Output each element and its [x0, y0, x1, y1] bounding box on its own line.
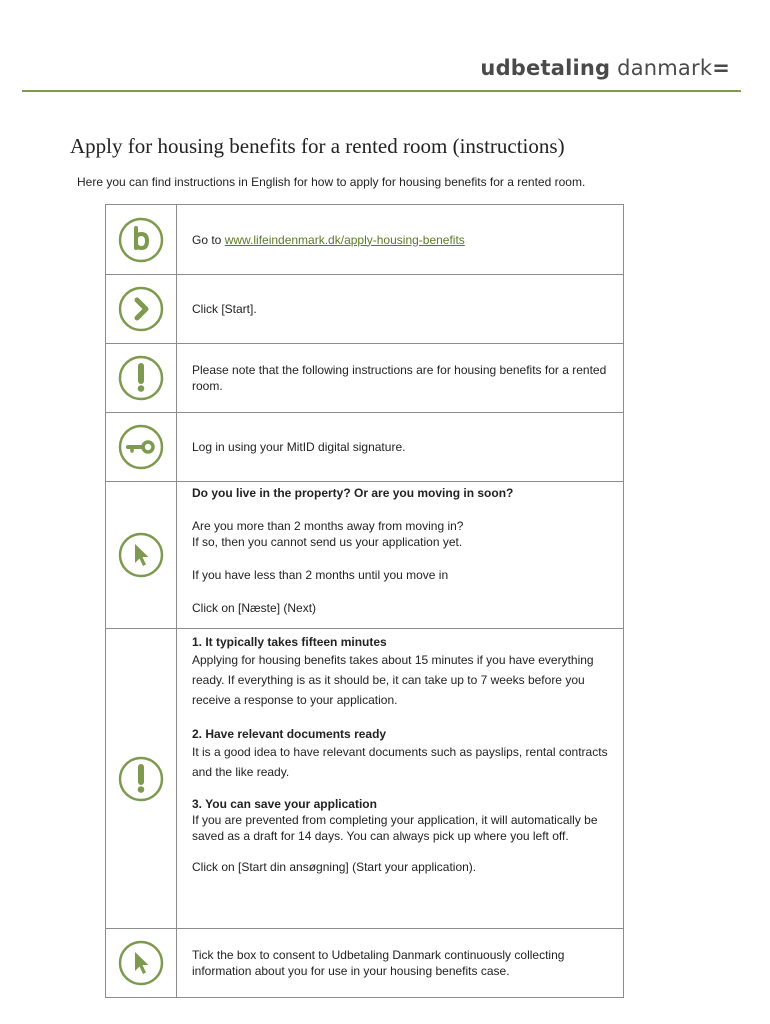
step5-line1: Are you more than 2 months away from moving in?	[192, 519, 464, 533]
section1-heading: 1. It typically takes fifteen minutes	[192, 635, 387, 649]
step-text	[177, 275, 624, 344]
step-row-7	[106, 929, 624, 998]
step-row-1	[106, 205, 624, 275]
step-icon-cell	[106, 205, 177, 275]
page-title: Apply for housing benefits for a rented room (instructions)	[70, 134, 565, 158]
login-text: Log in using your MitID digital signature.	[192, 440, 406, 454]
step-row-5	[106, 482, 624, 629]
b-icon	[117, 216, 165, 264]
step5-heading: Do you live in the property? Or are you moving in soon?	[192, 486, 514, 500]
section2-heading: 2. Have relevant documents ready	[192, 727, 387, 741]
section2-body: It is a good idea to have relevant documents such as payslips, rental contracts and the like ready.	[192, 745, 608, 779]
step-row-2	[106, 275, 624, 344]
step-icon-cell	[106, 344, 177, 413]
step-row-4	[106, 413, 624, 482]
step-text	[177, 482, 624, 629]
step-text	[177, 929, 624, 998]
go-to-label: Go to	[192, 232, 225, 247]
intro-text: Here you can find instructions in English for how to apply for housing benefits for a rented room.	[77, 175, 586, 189]
start-application-text: Click on [Start din ansøgning] (Start your application).	[192, 860, 477, 874]
section3-heading: 3. You can save your application	[192, 797, 377, 811]
section1-body: Applying for housing benefits takes about 15 minutes if you have everything ready. If everything is as it should be, it can take up to 7 weeks before you receive a response to your application.	[192, 653, 594, 707]
logo-light: danmark	[617, 56, 713, 80]
step-row-6	[106, 629, 624, 929]
logo-bold: udbetaling	[480, 56, 611, 80]
step5-line4: Click on [Næste] (Next)	[192, 601, 317, 615]
exclamation-icon	[117, 755, 165, 803]
cursor-icon	[117, 531, 165, 579]
note-text: Please note that the following instructions are for housing benefits for a rented room.	[192, 363, 607, 393]
step-icon-cell	[106, 413, 177, 482]
step-icon-cell	[106, 275, 177, 344]
step-icon-cell	[106, 482, 177, 629]
step-text	[177, 629, 624, 929]
cursor-icon	[117, 939, 165, 987]
consent-text: Tick the box to consent to Udbetaling Danmark continuously collecting information about you for use in your housing benefits case.	[192, 948, 565, 978]
step-text	[177, 205, 624, 275]
header-rule	[22, 90, 741, 92]
logo-mark: =	[712, 56, 730, 80]
step-icon-cell	[106, 929, 177, 998]
key-icon	[117, 423, 165, 471]
logo	[480, 56, 730, 80]
step5-line3: If you have less than 2 months until you move in	[192, 568, 449, 582]
lifeindenmark-link[interactable]: www.lifeindenmark.dk/apply-housing-benefits	[224, 232, 465, 247]
chevron-right-icon	[117, 285, 165, 333]
step-text	[177, 413, 624, 482]
section3-body: If you are prevented from completing your application, it will automatically be saved as a draft for 14 days. You can always pick up where you left off.	[192, 813, 598, 843]
step5-line2: If so, then you cannot send us your application yet.	[192, 535, 463, 549]
steps-table	[105, 204, 624, 998]
step-text	[177, 344, 624, 413]
exclamation-icon	[117, 354, 165, 402]
step-row-3	[106, 344, 624, 413]
step-icon-cell	[106, 629, 177, 929]
click-start-text: Click [Start].	[192, 302, 257, 316]
